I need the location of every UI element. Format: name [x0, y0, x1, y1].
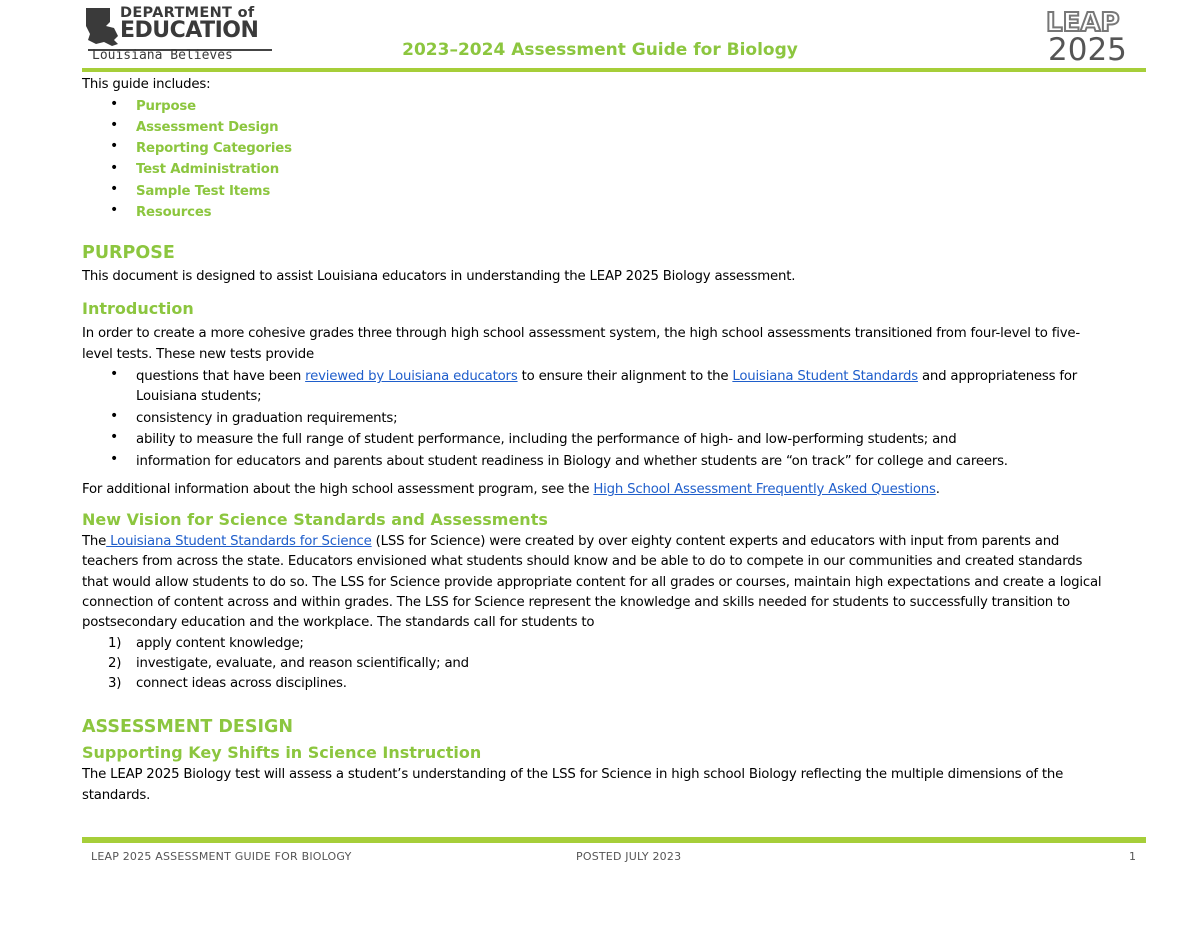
logo-line-2: EDUCATION — [120, 18, 259, 43]
bullet-icon: • — [110, 96, 119, 112]
toc-item-test-administration[interactable]: Test Administration — [136, 162, 279, 177]
new-vision-line-1: The Louisiana Student Standards for Science (LSS for Science) were created by over eighty content experts and educators with input from parents and — [82, 534, 1060, 549]
key-shifts-heading: Supporting Key Shifts in Science Instruction — [82, 743, 482, 762]
introduction-bullet-1: questions that have been reviewed by Louisiana educators to ensure their alignment to the Louisiana Student Standards and appropriateness for — [136, 369, 1078, 384]
list-number: 1) — [108, 636, 122, 651]
bullet-icon: • — [110, 138, 119, 154]
design-line-2: standards. — [82, 788, 151, 803]
footer-left: LEAP 2025 ASSESSMENT GUIDE FOR BIOLOGY — [91, 850, 352, 863]
bullet-icon: • — [110, 117, 119, 133]
bullet-icon: • — [110, 202, 119, 218]
bullet-icon: • — [110, 451, 119, 467]
logo-tagline: Louisiana Believes — [92, 48, 233, 63]
standards-list-item: connect ideas across disciplines. — [136, 676, 347, 691]
introduction-line-2: level tests. These new tests provide — [82, 347, 314, 362]
introduction-bullet-4: information for educators and parents about student readiness in Biology and whether students are “on track” for college and careers. — [136, 454, 1008, 469]
leap-logo-year: 2025 — [1048, 32, 1127, 68]
new-vision-line-5: postsecondary education and the workplace. The standards call for students to — [82, 615, 595, 630]
standards-list-item: investigate, evaluate, and reason scientifically; and — [136, 656, 469, 671]
standards-list-item: apply content knowledge; — [136, 636, 304, 651]
toc-item-sample-test-items[interactable]: Sample Test Items — [136, 184, 271, 199]
toc-item-reporting-categories[interactable]: Reporting Categories — [136, 141, 292, 156]
toc-item-resources[interactable]: Resources — [136, 205, 212, 220]
introduction-line-1: In order to create a more cohesive grades three through high school assessment system, the high school assessments transitioned from four-level to five- — [82, 326, 1080, 341]
lss-for-science-link[interactable]: Louisiana Student Standards for Science — [106, 534, 372, 549]
hs-assessment-faq-link[interactable]: High School Assessment Frequently Asked Questions — [593, 482, 936, 497]
introduction-bullet-1-cont: Louisiana students; — [136, 389, 262, 404]
new-vision-heading: New Vision for Science Standards and Assessments — [82, 510, 548, 529]
footer-rule — [82, 837, 1146, 843]
bullet-icon: • — [110, 408, 119, 424]
header-rule — [82, 68, 1146, 72]
assessment-design-heading: ASSESSMENT DESIGN — [82, 717, 293, 737]
bullet-icon: • — [110, 160, 119, 176]
document-title: 2023–2024 Assessment Guide for Biology — [402, 40, 798, 60]
bullet-icon: • — [110, 181, 119, 197]
purpose-heading: PURPOSE — [82, 243, 175, 263]
guide-lead: This guide includes: — [82, 77, 211, 92]
logo-line-1: DEPARTMENT of — [120, 5, 255, 21]
page-number: 1 — [1129, 850, 1137, 863]
footer-center: POSTED JULY 2023 — [576, 850, 682, 863]
louisiana-student-standards-link[interactable]: Louisiana Student Standards — [732, 369, 918, 384]
new-vision-line-2: teachers from across the state. Educators envisioned what students should know and be able to do to compete in our communities and created standards — [82, 554, 1083, 569]
faq-line: For additional information about the high school assessment program, see the High School Assessment Frequently Asked Questions. — [82, 482, 940, 497]
introduction-heading: Introduction — [82, 299, 194, 318]
new-vision-line-3: that would allow students to do so. The LSS for Science provide appropriate content for all grades or courses, maintain high expectations and create a logical — [82, 575, 1102, 590]
leap-2025-logo — [1044, 10, 1148, 68]
reviewed-by-educators-link[interactable]: reviewed by Louisiana educators — [305, 369, 518, 384]
bullet-icon: • — [110, 429, 119, 445]
list-number: 2) — [108, 656, 122, 671]
toc-item-purpose[interactable]: Purpose — [136, 99, 196, 114]
purpose-text: This document is designed to assist Louisiana educators in understanding the LEAP 2025 Biology assessment. — [82, 269, 796, 284]
introduction-bullet-3: ability to measure the full range of student performance, including the performance of high- and low-performing students; and — [136, 432, 957, 447]
bullet-icon: • — [110, 366, 119, 382]
new-vision-line-4: connection of content across and within grades. The LSS for Science represent the knowledge and skills needed for students to successfully transition to — [82, 595, 1070, 610]
toc-item-assessment-design[interactable]: Assessment Design — [136, 120, 279, 135]
design-line-1: The LEAP 2025 Biology test will assess a student’s understanding of the LSS for Science in high school Biology reflecting the multiple dimensions of the — [82, 767, 1064, 782]
leap-logo-word: LEAP — [1046, 8, 1120, 38]
introduction-bullet-2: consistency in graduation requirements; — [136, 411, 398, 426]
list-number: 3) — [108, 676, 122, 691]
